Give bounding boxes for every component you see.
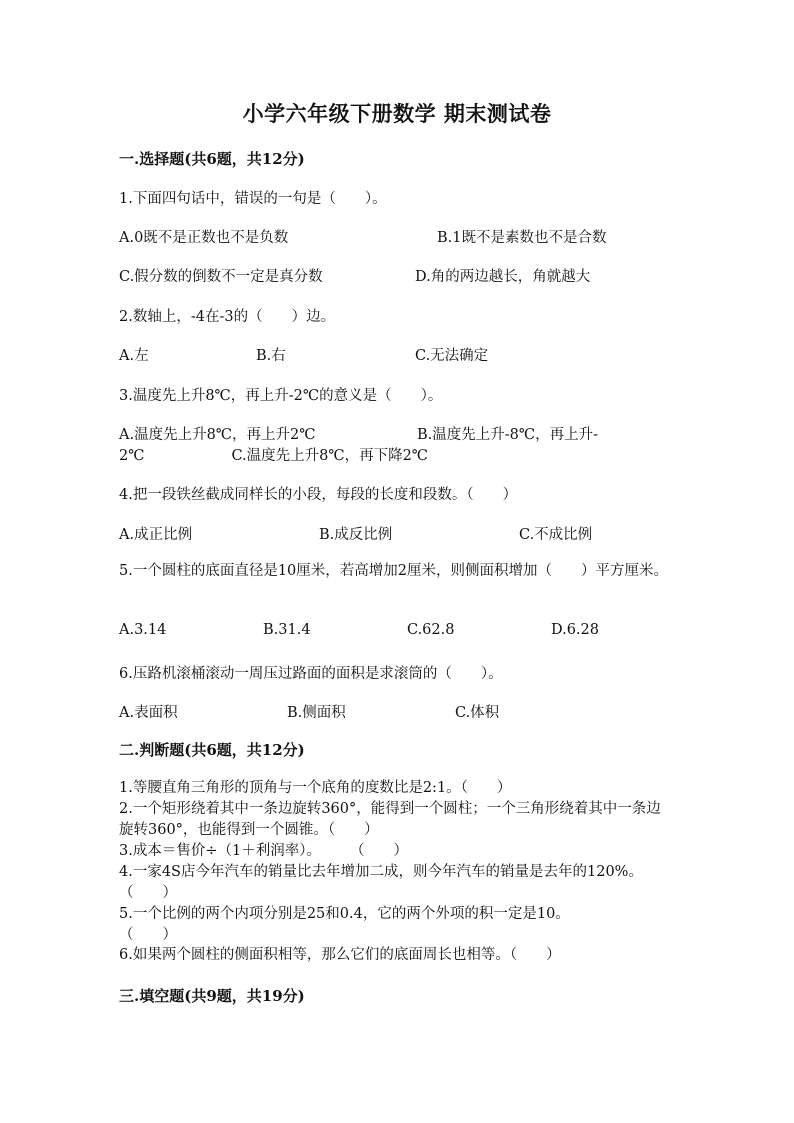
q1-option-c: C.假分数的倒数不一定是真分数 <box>119 269 323 285</box>
q3-options-line-1: A.温度先上升8℃，再上升2℃ B.温度先上升-8℃，再上升- <box>119 427 598 443</box>
q2-option-b: B.右 <box>256 348 286 364</box>
judgement-item-3: 3.成本＝售价÷（1＋利润率）。 （ ） <box>119 843 408 859</box>
judgement-item-4: 4.一家4S店今年汽车的销量比去年增加二成，则今年汽车的销量是去年的120%。 （ ） <box>119 864 680 901</box>
q6-option-a: A.表面积 <box>119 705 178 721</box>
question-5-stem: 5.一个圆柱的底面直径是10厘米，若高增加2厘米，则侧面积增加（ ）平方厘米。 <box>119 563 669 579</box>
section-heading-fill-in: 三.填空题(共9题，共19分) <box>119 987 305 1005</box>
q5-option-d: D.6.28 <box>551 622 600 638</box>
q5-option-c: C.62.8 <box>407 622 455 638</box>
question-1-stem: 1.下面四句话中，错误的一句是（ ）。 <box>119 191 387 207</box>
question-4-stem: 4.把一段铁丝截成同样长的小段，每段的长度和段数。（ ） <box>119 487 518 503</box>
q1-option-d: D.角的两边越长，角就越大 <box>415 269 591 285</box>
q4-option-c: C.不成比例 <box>519 527 593 543</box>
judgement-item-2: 2.一个矩形绕着其中一条边旋转360°，能得到一个圆柱；一个三角形绕着其中一条边旋转360°，也能得到一个圆锥。（ ） <box>119 801 661 838</box>
question-6-stem: 6.压路机滚桶滚动一周压过路面的面积是求滚筒的（ ）。 <box>119 666 503 682</box>
q6-option-b: B.侧面积 <box>287 705 346 721</box>
question-2-stem: 2.数轴上，-4在-3的（ ）边。 <box>119 309 336 325</box>
judgement-item-5: 5.一个比例的两个内项分别是25和0.4，它的两个外项的积一定是10。 （ ） <box>119 906 621 943</box>
q1-option-a: A.0既不是正数也不是负数 <box>119 230 289 246</box>
judgement-item-1: 1.等腰直角三角形的顶角与一个底角的度数比是2:1。（ ） <box>119 780 512 796</box>
q4-option-a: A.成正比例 <box>119 527 193 543</box>
q2-option-a: A.左 <box>119 348 149 364</box>
q2-option-c: C.无法确定 <box>415 348 489 364</box>
judgement-item-6: 6.如果两个圆柱的侧面积相等，那么它们的底面周长也相等。（ ） <box>119 947 561 963</box>
q5-option-a: A.3.14 <box>119 622 167 638</box>
question-3-stem: 3.温度先上升8℃，再上升-2℃的意义是（ ）。 <box>119 388 443 404</box>
q4-option-b: B.成反比例 <box>319 527 393 543</box>
q6-option-c: C.体积 <box>455 705 500 721</box>
page-title: 小学六年级下册数学 期末测试卷 <box>242 101 552 126</box>
q5-option-b: B.31.4 <box>263 622 311 638</box>
section-heading-choice: 一.选择题(共6题，共12分) <box>119 150 305 168</box>
q3-options-line-2: 2℃ C.温度先上升8℃，再下降2℃ <box>119 448 429 464</box>
q1-option-b: B.1既不是素数也不是合数 <box>437 230 607 246</box>
section-heading-judgement: 二.判断题(共6题，共12分) <box>119 741 305 759</box>
